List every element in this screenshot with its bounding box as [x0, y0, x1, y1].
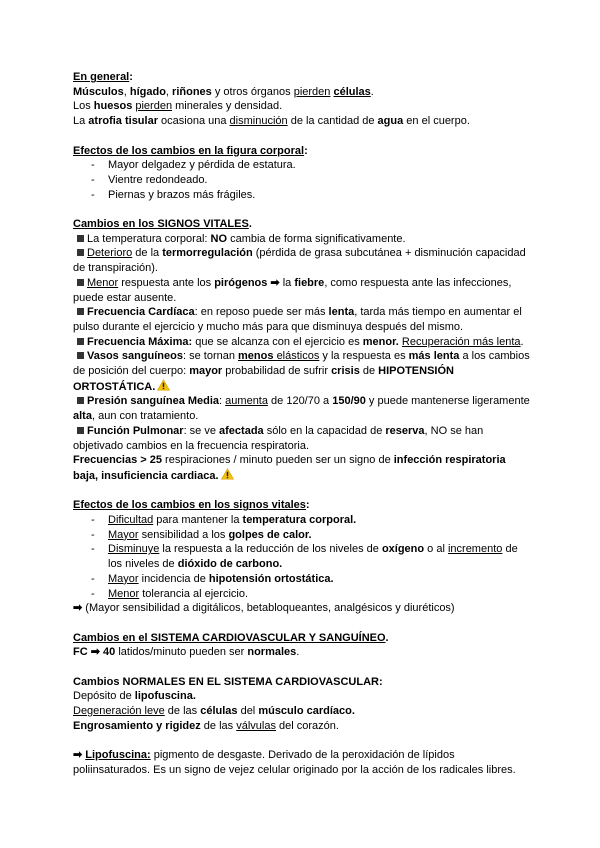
right-arrow-icon: ➡: [87, 646, 104, 659]
signos-presion: Presión sanguínea Media: aumenta de 120/70 a 150/90 y puede mantenerse ligeramente alta, aun con tratamiento.: [73, 395, 530, 423]
list-item: - Dificultad para mantener la temperatura corporal.: [91, 513, 533, 528]
general-line-1: Músculos, hígado, riñones y otros órganos pierden células.: [73, 85, 374, 98]
list-item: - Menor tolerancia al ejercicio.: [91, 587, 533, 602]
efectos-heading: Efectos de los cambios en los signos vitales:: [73, 499, 310, 512]
general-heading: En general:: [73, 71, 133, 83]
signos-termo: Deterioro de la termorregulación (pérdida de grasa subcutánea + disminución capacidad de transpiración).: [73, 247, 526, 275]
black-square-icon: [77, 235, 84, 242]
document-page: [73, 70, 533, 778]
signos-fmax: Frecuencia Máxima: que se alcanza con el ejercicio es menor. Recuperación más lenta.: [73, 335, 533, 350]
right-arrow-icon: ➡: [73, 602, 86, 615]
black-square-icon: [77, 427, 84, 434]
black-square-icon: [77, 308, 84, 315]
general-line-2: Los huesos pierden minerales y densidad.: [73, 100, 283, 113]
lipofuscina-paragraph: ➡ Lipofuscina: pigmento de desgaste. Derivado de la peroxidación de lípidos poliinsaturados. Es un signo de vejez celular originado por la acción de los radicales libres.: [73, 749, 516, 776]
normales-line-2: Degeneración leve de las células del músculo cardíaco.: [73, 705, 355, 718]
black-square-icon: [77, 352, 84, 359]
efectos-note: ➡ (Mayor sensibilidad a digitálicos, betabloqueantes, analgésicos y diuréticos): [73, 602, 455, 615]
list-item: - Mayor delgadez y pérdida de estatura.: [91, 158, 533, 173]
cardio-heading: Cambios en el SISTEMA CARDIOVASCULAR Y SANGUÍNEO.: [73, 631, 389, 644]
black-square-icon: [77, 249, 84, 256]
list-item: - Vientre redondeado.: [91, 173, 533, 188]
normales-line-1: Depósito de lipofuscina.: [73, 690, 196, 703]
list-item: - Disminuye la respuesta a la reducción de los niveles de oxígeno o al incremento de los niveles de dióxido de carbono.: [91, 542, 533, 571]
signos-frecuencias: Frecuencias > 25 respiraciones / minuto pueden ser un signo de infección respiratoria baja, insuficiencia cardiaca.: [73, 454, 506, 482]
right-arrow-icon: ➡: [267, 276, 283, 289]
list-item: - Piernas y brazos más frágiles.: [91, 188, 533, 203]
normales-line-3: Engrosamiento y rigidez de las válvulas del corazón.: [73, 719, 339, 732]
signos-fc: Frecuencia Cardíaca: en reposo puede ser más lenta, tarda más tiempo en aumentar el pulso durante el ejercicio y mucho más para que disminuya después del mismo.: [73, 306, 522, 333]
signos-temp: La temperatura corporal: NO cambia de forma significativamente.: [73, 232, 533, 247]
black-square-icon: [77, 279, 84, 286]
efectos-list: [73, 513, 533, 601]
signos-pirogenos: Menor respuesta ante los pirógenos ➡ la fiebre, como respuesta ante las infecciones, puede estar ausente.: [73, 276, 512, 304]
figura-heading: Efectos de los cambios en la figura corporal:: [73, 144, 308, 157]
warning-icon: [157, 379, 170, 391]
signos-heading: Cambios en los SIGNOS VITALES.: [73, 218, 252, 230]
warning-icon: [221, 468, 234, 480]
cardio-fc: FC ➡ 40 latidos/minuto pueden ser normales.: [73, 646, 300, 659]
list-item: - Mayor sensibilidad a los golpes de calor.: [91, 528, 533, 543]
figura-list: [73, 158, 533, 202]
black-square-icon: [77, 338, 84, 345]
normales-heading: Cambios NORMALES EN EL SISTEMA CARDIOVASCULAR:: [73, 675, 383, 688]
signos-vasos: Vasos sanguíneos: se tornan menos elásticos y la respuesta es más lenta a los cambios de posición del cuerpo: mayor probabilidad de sufrir crisis de HIPOTENSIÓN ORTOSTÁTICA.: [73, 350, 530, 393]
right-arrow-icon: ➡: [73, 749, 86, 762]
signos-pulmonar: Función Pulmonar: se ve afectada sólo en la capacidad de reserva, NO se han objetivado cambios en la frecuencia respiratoria.: [73, 424, 484, 452]
general-line-3: La atrofia tisular ocasiona una disminución de la cantidad de agua en el cuerpo.: [73, 115, 470, 128]
black-square-icon: [77, 397, 84, 404]
list-item: - Mayor incidencia de hipotensión ortostática.: [91, 572, 533, 587]
